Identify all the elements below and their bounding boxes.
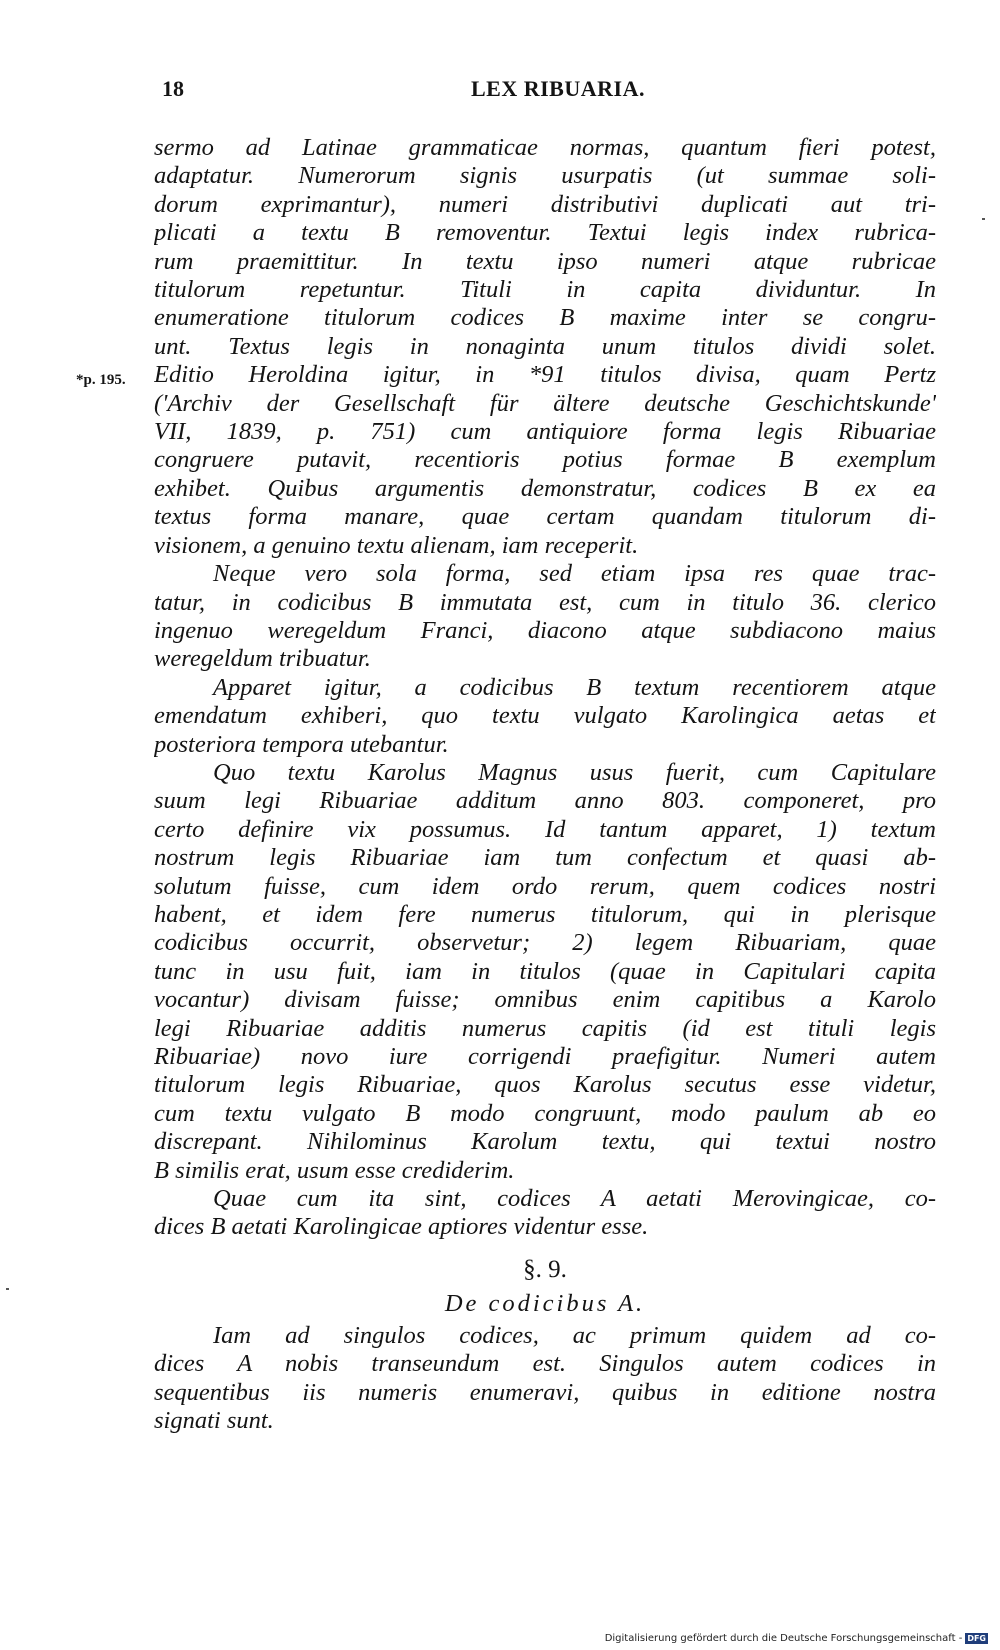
text-line: signati sunt. (154, 1407, 274, 1435)
section-paragraph (154, 1322, 936, 1436)
text-line: rum praemittitur. In textu ipso numeri atque rubricae (154, 247, 936, 275)
digitization-credit (605, 1633, 988, 1644)
section-title: De codicibus A. (444, 1289, 646, 1317)
text-line: B similis erat, usum esse crediderim. (154, 1156, 515, 1184)
text-line: exhibet. Quibus argumentis demonstratur, codices B ex ea (154, 474, 936, 502)
text-line: tunc in usu fuit, iam in titulos (quae in Capitulari capita (154, 957, 936, 985)
text-line: Apparet igitur, a codicibus B textum recentiorem atque (213, 673, 936, 701)
text-line: Quo textu Karolus Magnus usus fuerit, cum Capitulare (213, 758, 936, 786)
paragraph-2 (154, 560, 936, 674)
running-title: LEX RIBUARIA. (471, 76, 645, 101)
text-line: sequentibus iis numeris enumeravi, quibus in editione nostra (154, 1378, 936, 1406)
text-line: plicati a textu B removentur. Textui legis index rubrica- (154, 219, 936, 247)
text-line: ('Archiv der Gesellschaft für ältere deutsche Geschichtskunde' (154, 389, 936, 417)
text-line: weregeldum tribuatur. (154, 645, 371, 673)
page-header (158, 76, 898, 108)
text-line: enumeratione titulorum codices B maxime inter se congru- (154, 304, 936, 332)
text-line: habent, et idem fere numerus titulorum, qui in plerisque (154, 900, 936, 928)
text-line: legi Ribuariae additis numerus capitis (id est tituli legis (154, 1014, 936, 1042)
text-line: suum legi Ribuariae additum anno 803. componeret, pro (154, 787, 936, 815)
text-line: ingenuo weregeldum Franci, diacono atque subdiacono maius (154, 616, 936, 644)
text-line: unt. Textus legis in nonaginta unum titulos dividi solet. (154, 332, 936, 360)
text-line: codicibus occurrit, observetur; 2) legem Ribuariam, quae (154, 929, 936, 957)
paragraph-3 (154, 674, 936, 759)
text-line: titulorum repetuntur. Tituli in capita dividuntur. In (154, 276, 936, 304)
text-line: sermo ad Latinae grammaticae normas, quantum fieri potest, (154, 134, 936, 161)
text-line: solutum fuisse, cum idem ordo rerum, quem codices nostri (154, 872, 936, 900)
text-line: Neque vero sola forma, sed etiam ipsa res quae trac- (213, 560, 936, 588)
text-line: certo definire vix possumus. Id tantum apparet, 1) textum (154, 815, 936, 843)
text-line: Editio Heroldina igitur, in *91 titulos divisa, quam Pertz (154, 361, 936, 389)
text-line: emendatum exhiberi, quo textu vulgato Karolingica aetas et (154, 702, 936, 730)
text-line: vocantur) divisam fuisse; omnibus enim capitibus a Karolo (154, 986, 936, 1014)
text-line: VII, 1839, p. 751) cum antiquiore forma legis Ribuariae (154, 418, 936, 446)
page-number: 18 (162, 76, 184, 101)
text-line: tatur, in codicibus B immutata est, cum in titulo 36. clerico (154, 588, 936, 616)
text-line: Ribuariae) novo iure corrigendi praefigitur. Numeri autem (154, 1043, 936, 1070)
text-line: posteriora tempora utebantur. (154, 730, 449, 758)
paragraph-4 (154, 759, 936, 1185)
text-line: Iam ad singulos codices, ac primum quidem ad co- (213, 1321, 936, 1349)
section-number: §. 9. (523, 1255, 567, 1283)
margin-speck (982, 218, 985, 220)
text-line: congruere putavit, recentioris potius formae B exemplum (154, 446, 936, 474)
dfg-logo: DFG (967, 1634, 986, 1643)
text-line: dices B aetati Karolingicae aptiores videntur esse. (154, 1213, 649, 1241)
margin-page-reference: *p. 195. (76, 372, 126, 388)
text-line: nostrum legis Ribuariae iam tum confectum et quasi ab- (154, 844, 936, 872)
text-line: visionem, a genuino textu alienam, iam receperit. (154, 531, 639, 559)
text-line: discrepant. Nihilominus Karolum textu, qui textui nostro (154, 1128, 936, 1156)
paragraph-5 (154, 1185, 936, 1242)
paragraph-1 (154, 134, 936, 560)
body-text (154, 134, 936, 1435)
text-line: dorum exprimantur), numeri distributivi duplicati aut tri- (154, 190, 936, 218)
margin-speck (6, 1288, 9, 1290)
text-line: titulorum legis Ribuariae, quos Karolus secutus esse videtur, (154, 1071, 936, 1099)
text-line: textus forma manare, quae certam quandam titulorum di- (154, 503, 936, 531)
text-line: adaptatur. Numerorum signis usurpatis (ut summae soli- (154, 162, 936, 190)
text-line: cum textu vulgato B modo congruunt, modo paulum ab eo (154, 1099, 936, 1127)
credit-text: Digitalisierung gefördert durch die Deutsche Forschungsgemeinschaft - (604, 1633, 963, 1644)
text-line: dices A nobis transeundum est. Singulos autem codices in (154, 1350, 936, 1378)
text-line: Quae cum ita sint, codices A aetati Merovingicae, co- (213, 1185, 936, 1213)
